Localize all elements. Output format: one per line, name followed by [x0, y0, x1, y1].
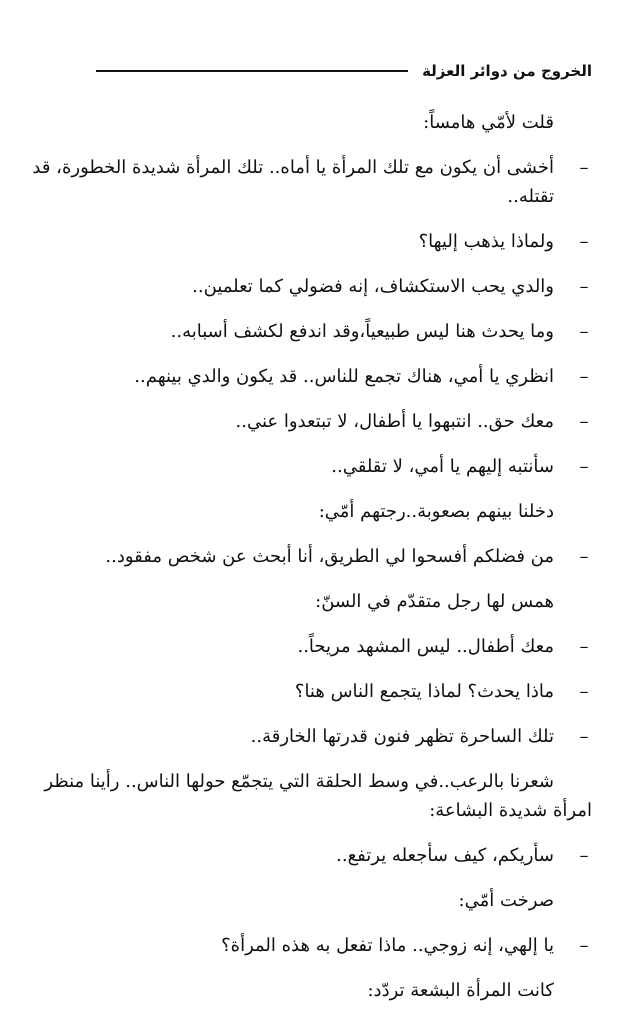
dialogue-text: والدي يحب الاستكشاف، إنه فضولي كما تعلمين.. [192, 276, 554, 297]
dialogue-line [30, 227, 592, 256]
dialogue-text: يا إلهي، إنه زوجي.. ماذا تفعل به هذه المرأة؟ [221, 935, 554, 956]
dialogue-text: ولماذا يذهب إليها؟ [418, 231, 554, 252]
dialogue-text: ماذا يحدث؟ لماذا يتجمع الناس هنا؟ [294, 681, 554, 702]
paragraph-text: صرخت أمّي: [458, 890, 554, 911]
narration-paragraph [30, 886, 592, 915]
narration-paragraph [30, 108, 592, 137]
dialogue-dash: – [579, 157, 589, 178]
dialogue-line [30, 317, 592, 346]
dialogue-line [30, 722, 592, 751]
header-rule [96, 70, 408, 72]
dialogue-dash: – [579, 546, 589, 567]
dialogue-line [30, 407, 592, 436]
dialogue-line [30, 362, 592, 391]
dialogue-line [30, 632, 592, 661]
paragraph-text: كانت المرأة البشعة تردّد: [367, 980, 554, 1001]
dialogue-text: من فضلكم أفسحوا لي الطريق، أنا أبحث عن شخص مفقود.. [105, 546, 554, 567]
running-header [96, 62, 592, 80]
dialogue-line [30, 452, 592, 481]
dialogue-dash: – [579, 276, 589, 297]
dialogue-text: سأنتبه إليهم يا أمي، لا تقلقي.. [331, 456, 554, 477]
narration-paragraph [30, 767, 592, 825]
dialogue-line [30, 153, 592, 211]
dialogue-dash: – [579, 321, 589, 342]
narration-paragraph [30, 976, 592, 1005]
book-page [30, 0, 592, 1000]
dialogue-dash: – [579, 366, 589, 387]
dialogue-text: تلك الساحرة تظهر فنون قدرتها الخارقة.. [250, 726, 554, 747]
paragraph-text: قلت لأمّي هامساً: [423, 112, 554, 133]
dialogue-line [30, 542, 592, 571]
dialogue-dash: – [579, 411, 589, 432]
dialogue-text: أخشى أن يكون مع تلك المرأة يا أماه.. تلك المرأة شديدة الخطورة، قد تقتله.. [32, 157, 554, 207]
dialogue-text: انظري يا أمي، هناك تجمع للناس.. قد يكون والدي بينهم.. [134, 366, 554, 387]
dialogue-dash: – [579, 845, 589, 866]
dialogue-dash: – [579, 935, 589, 956]
dialogue-line [30, 931, 592, 960]
paragraph-text: همس لها رجل متقدّم في السنّ: [315, 591, 554, 612]
dialogue-dash: – [579, 726, 589, 747]
dialogue-dash: – [579, 681, 589, 702]
dialogue-text: معك أطفال.. ليس المشهد مريحاً.. [297, 636, 554, 657]
dialogue-text: سأريكم، كيف سأجعله يرتفع.. [336, 845, 554, 866]
narration-paragraph [30, 587, 592, 616]
dialogue-dash: – [579, 636, 589, 657]
narration-paragraph [30, 497, 592, 526]
dialogue-text: وما يحدث هنا ليس طبيعياً،وقد اندفع لكشف أسبابه.. [170, 321, 554, 342]
paragraph-text: دخلنا بينهم بصعوبة..رجتهم أمّي: [318, 501, 554, 522]
dialogue-dash: – [579, 456, 589, 477]
dialogue-line [30, 841, 592, 870]
dialogue-text: معك حق.. انتبهوا يا أطفال، لا تبتعدوا عني.. [235, 411, 554, 432]
dialogue-line [30, 272, 592, 301]
dialogue-dash: – [579, 231, 589, 252]
running-title: الخروج من دوائر العزلة [422, 62, 592, 80]
paragraph-text: شعرنا بالرعب..في وسط الحلقة التي يتجمّع حولها الناس.. رأينا منظر امرأة شديدة البشاعة: [44, 771, 592, 821]
dialogue-line [30, 677, 592, 706]
body-text [30, 108, 592, 1021]
